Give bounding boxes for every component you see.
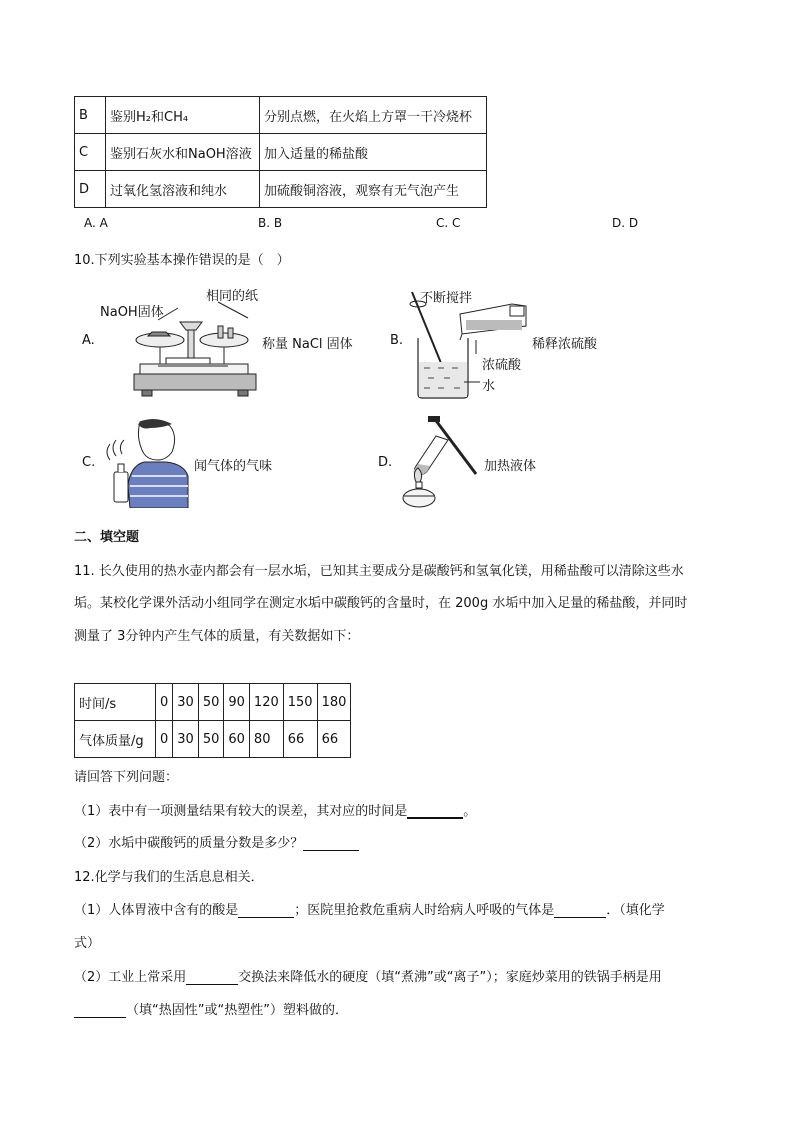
label-water: 水 [482,379,496,394]
q10-option-a-letter[interactable]: A. [82,333,95,348]
q11-prompt: 请回答下列问题： [74,770,179,785]
label-naoh-solid: NaOH固体 [100,305,164,320]
caption-heat-liquid: 加热液体 [484,459,537,474]
table-header-time: 时间/s [75,684,156,721]
answer-blank[interactable] [74,1003,126,1018]
answer-blank[interactable] [303,836,359,851]
q12-sub-2-text-a: （2）工业上常采用 [74,970,187,985]
q9-option-d[interactable]: D. D [612,216,639,230]
q11-sub-1-end: 。 [463,804,477,819]
q11-line-2: 垢。某校化学课外活动小组同学在测定水垢中碳酸钙的含量时，在 200g 水垢中加入足量的稀盐酸，并同时 [74,596,688,611]
caption-smell-gas: 闻气体的气味 [194,459,273,474]
table-cell: 80 [249,721,283,758]
label-conc-acid: 浓硫酸 [482,358,522,373]
section-heading-fill-blank: 二、填空题 [74,530,140,545]
table-cell: 90 [224,684,250,721]
table-cell: 150 [283,684,317,721]
dilution-illustration [400,286,540,404]
label-same-paper: 相同的纸 [206,289,259,304]
table-cell: 66 [283,721,317,758]
label-stirring: 不断搅拌 [420,291,473,306]
table-cell: 120 [249,684,283,721]
smelling-illustration [100,416,190,508]
q11-line-1: 11. 长久使用的热水壶内都会有一层水垢，已知其主要成分是碳酸钙和氢氧化镁，用稀盐酸可以清除这些水 [74,564,684,579]
table-row [75,684,351,721]
caption-weigh-nacl: 称量 NaCl 固体 [262,337,353,352]
q10-stem: 10.下列实验基本操作错误的是（ ） [74,253,290,268]
q9-option-c[interactable]: C. C [436,216,461,230]
row-task: 过氧化氢溶液和纯水 [106,171,260,208]
q11-sub-1 [74,800,476,819]
table-cell: 30 [173,721,199,758]
table-cell: 66 [317,721,351,758]
table-cell: 50 [198,721,224,758]
table-cell: 60 [224,721,250,758]
q12-sub-2 [74,966,662,985]
row-method: 分别点燃，在火焰上方罩一干冷烧杯 [260,97,487,134]
table-cell: 30 [173,684,199,721]
row-method: 加硫酸铜溶液，观察有无气泡产生 [260,171,487,208]
answer-blank[interactable] [186,970,238,985]
q10-option-d-letter[interactable]: D. [378,455,393,470]
row-label: B [75,97,106,134]
row-label: C [75,134,106,171]
q12-sub-1-text-a: （1）人体胃液中含有的酸是 [74,903,239,918]
answer-blank[interactable] [407,803,463,819]
q9-option-b[interactable]: B. B [258,216,283,230]
table-cell: 180 [317,684,351,721]
table-cell: 50 [198,684,224,721]
table-row [75,721,351,758]
table-row [75,97,487,134]
answer-blank[interactable] [554,903,606,918]
table-row [75,171,487,208]
q11-data-table [74,683,351,758]
row-method: 加入适量的稀盐酸 [260,134,487,171]
q12-sub-2-text-b: 交换法来降低水的硬度（填“煮沸”或“离子”）；家庭炒菜用的铁锅手柄是用 [238,970,662,985]
q12-sub-1-text-b: ；医院里抢救危重病人时给病人呼吸的气体是 [294,903,555,918]
q12-sub-1-text-c: ．（填化学 [606,903,665,918]
table-cell: 0 [156,721,173,758]
answer-blank[interactable] [238,903,294,918]
row-task: 鉴别石灰水和NaOH溶液 [106,134,260,171]
q10-option-c-letter[interactable]: C. [82,455,96,470]
table-cell: 0 [156,684,173,721]
q12-sub-2-cont [74,999,348,1018]
q10-option-b-letter[interactable]: B. [390,333,404,348]
row-task: 鉴别H₂和CH₄ [106,97,260,134]
q11-sub-2 [74,832,359,851]
q12-sub-2-text-c: （填“热固性”或“热塑性”）塑料做的． [126,1003,348,1018]
table-row [75,134,487,171]
q11-sub-2-text: （2）水垢中碳酸钙的质量分数是多少？ [74,836,304,851]
balance-illustration [118,300,258,402]
q11-line-3: 测量了 3分钟内产生气体的质量，有关数据如下： [74,629,360,644]
q9-option-a[interactable]: A. A [84,216,108,230]
q12-sub-1 [74,899,665,918]
table-header-gas-mass: 气体质量/g [75,721,156,758]
q11-sub-1-text: （1）表中有一项测量结果有较大的误差，其对应的时间是 [74,804,408,819]
q12-sub-1-cont: 式） [74,936,101,951]
caption-dilute-acid: 稀释浓硫酸 [532,337,598,352]
heating-illustration [398,412,484,510]
row-label: D [75,171,106,208]
q9-options-table [74,96,487,208]
q12-stem: 12.化学与我们的生活息息相关． [74,870,264,885]
